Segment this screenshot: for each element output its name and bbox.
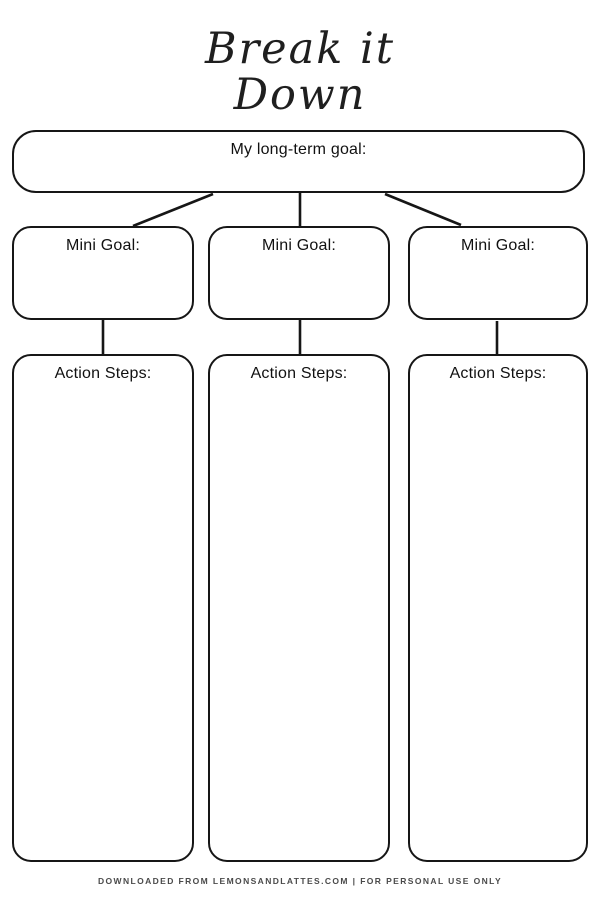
connector-long-to-mini-1 xyxy=(133,194,213,226)
connector-long-to-mini-3 xyxy=(385,194,461,225)
mini-goal-box-3 xyxy=(408,226,588,320)
long-term-goal-box xyxy=(12,130,585,193)
mini-goal-label-3: Mini Goal: xyxy=(460,237,536,254)
action-steps-label-3: Action Steps: xyxy=(449,365,547,382)
action-steps-box-2 xyxy=(208,354,390,862)
action-steps-label-1: Action Steps: xyxy=(54,365,152,382)
mini-goal-box-1 xyxy=(12,226,194,320)
footer-credit: DOWNLOADED FROM LEMONSANDLATTES.COM | FOR PERSONAL USE ONLY xyxy=(97,876,503,886)
mini-goal-label-2: Mini Goal: xyxy=(261,237,337,254)
mini-goal-label-1: Mini Goal: xyxy=(65,237,141,254)
page-title xyxy=(0,26,600,118)
page-title-line-1: Break it xyxy=(205,24,395,74)
mini-goal-box-2 xyxy=(208,226,390,320)
action-steps-box-3 xyxy=(408,354,588,862)
action-steps-box-1 xyxy=(12,354,194,862)
long-term-goal-label: My long-term goal: xyxy=(230,141,367,158)
page-title-line-2: Down xyxy=(233,70,367,120)
action-steps-label-2: Action Steps: xyxy=(250,365,348,382)
